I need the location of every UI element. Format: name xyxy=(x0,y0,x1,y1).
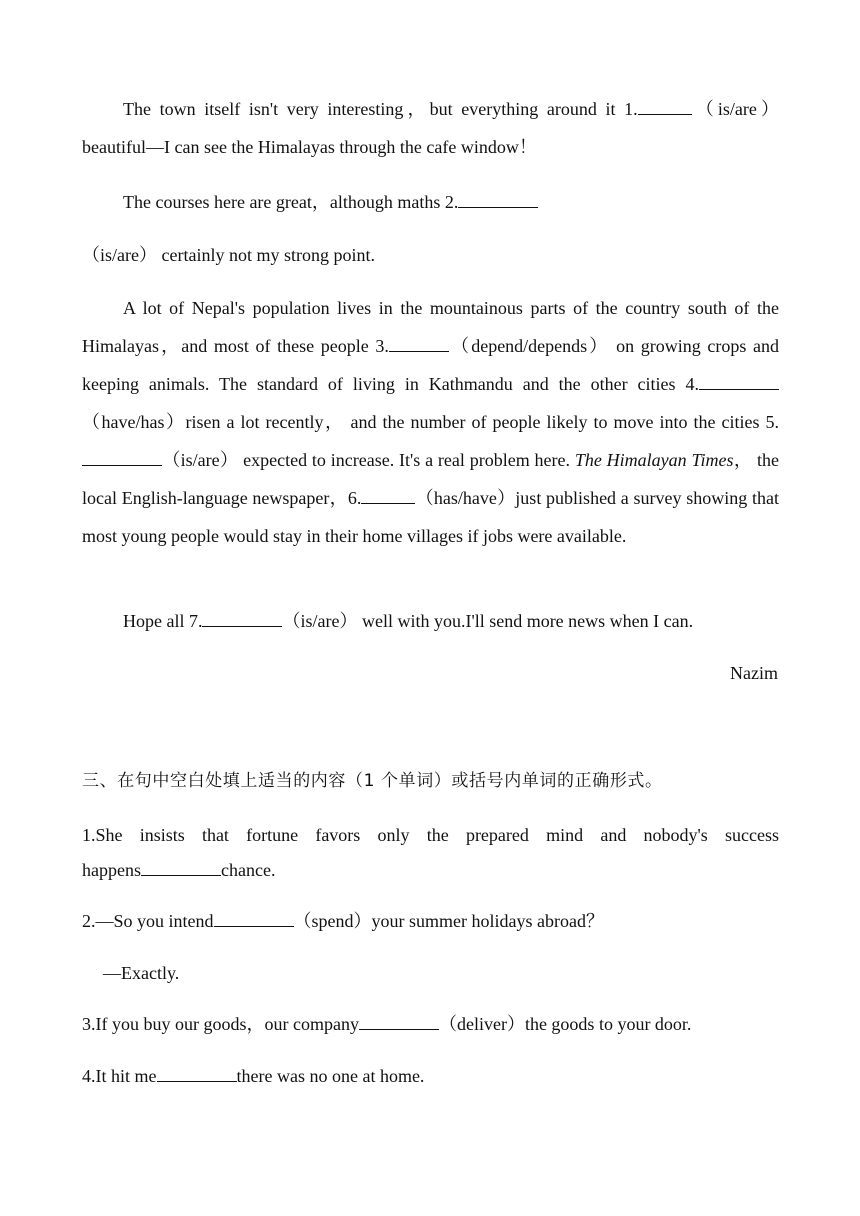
letter-paragraph-2-line-1 xyxy=(123,187,538,217)
text: （is/are） xyxy=(691,99,780,119)
q1-word: and xyxy=(600,825,627,845)
letter-paragraph-3 xyxy=(82,289,779,555)
question-4 xyxy=(82,1061,424,1091)
question-2 xyxy=(82,906,604,936)
q1-blank[interactable] xyxy=(141,855,221,876)
q1-word: only xyxy=(377,825,410,845)
text: 2.—So you intend xyxy=(82,911,214,931)
text: The town itself isn't very interesting，but everything around it 1. xyxy=(123,99,638,119)
text: Hope all 7. xyxy=(123,611,203,631)
question-3 xyxy=(82,1009,691,1039)
text: （is/are） certainly not my strong point. xyxy=(82,245,375,265)
text: （depend/depends） on growing crops and keeping animals. The standard of living in Kathmandu and the other cities 4. xyxy=(82,336,779,394)
question-1-line-2 xyxy=(82,855,275,885)
blank-3[interactable] xyxy=(389,331,449,352)
blank-6[interactable] xyxy=(361,483,415,504)
q1-word: 1.She xyxy=(82,825,123,845)
q1-word: the xyxy=(426,825,449,845)
text: 3.If you buy our goods，our company xyxy=(82,1014,359,1034)
text: （is/are） expected to increase. It's a real problem here. xyxy=(162,450,575,470)
q1-word: fortune xyxy=(246,825,299,845)
q1-word: nobody's xyxy=(643,825,708,845)
question-1-line-1 xyxy=(82,820,779,850)
text: （has/have）just published a survey showing that most young people would stay in their home villages if jobs were available. xyxy=(82,488,779,546)
newspaper-title: The Himalayan Times xyxy=(574,450,734,470)
q4-blank[interactable] xyxy=(157,1061,237,1082)
letter-paragraph-4 xyxy=(123,606,693,636)
signature: Nazim xyxy=(730,663,778,683)
text: happens xyxy=(82,860,141,880)
blank-1[interactable] xyxy=(638,94,692,115)
q1-word: that xyxy=(201,825,229,845)
blank-7[interactable] xyxy=(202,606,282,627)
q1-word: favors xyxy=(315,825,361,845)
text: The courses here are great，although maths 2. xyxy=(123,192,459,212)
q1-word: mind xyxy=(546,825,584,845)
section-heading: 三、在句中空白处填上适当的内容（1 个单词）或括号内单词的正确形式。 xyxy=(82,771,663,791)
blank-2[interactable] xyxy=(458,187,538,208)
text: beautiful—I can see the Himalayas through the cafe window！ xyxy=(82,137,537,157)
text: （deliver）the goods to your door. xyxy=(438,1014,692,1034)
text: 4.It hit me xyxy=(82,1066,157,1086)
q1-word: success xyxy=(724,825,779,845)
letter-paragraph-1 xyxy=(82,90,779,166)
q1-word: prepared xyxy=(465,825,529,845)
text: A lot of Nepal's population lives in the mountainous parts of the country south of the Himalayas，and most of these people 3. xyxy=(82,298,779,356)
text: ， the local English-language newspaper，6. xyxy=(82,450,779,508)
text: （spend）your summer holidays abroad？ xyxy=(293,911,604,931)
text: chance. xyxy=(220,860,276,880)
q3-blank[interactable] xyxy=(359,1009,439,1030)
q2-blank[interactable] xyxy=(214,906,294,927)
letter-paragraph-2-line-2 xyxy=(82,240,375,270)
text: （is/are） well with you.I'll send more news when I can. xyxy=(282,611,694,631)
q1-word: insists xyxy=(139,825,185,845)
text: （have/has）risen a lot recently， and the number of people likely to move into the cities 5. xyxy=(82,412,779,432)
blank-4[interactable] xyxy=(699,369,779,390)
text: there was no one at home. xyxy=(236,1066,425,1086)
blank-5[interactable] xyxy=(82,445,162,466)
question-2-answer: —Exactly. xyxy=(103,963,180,983)
